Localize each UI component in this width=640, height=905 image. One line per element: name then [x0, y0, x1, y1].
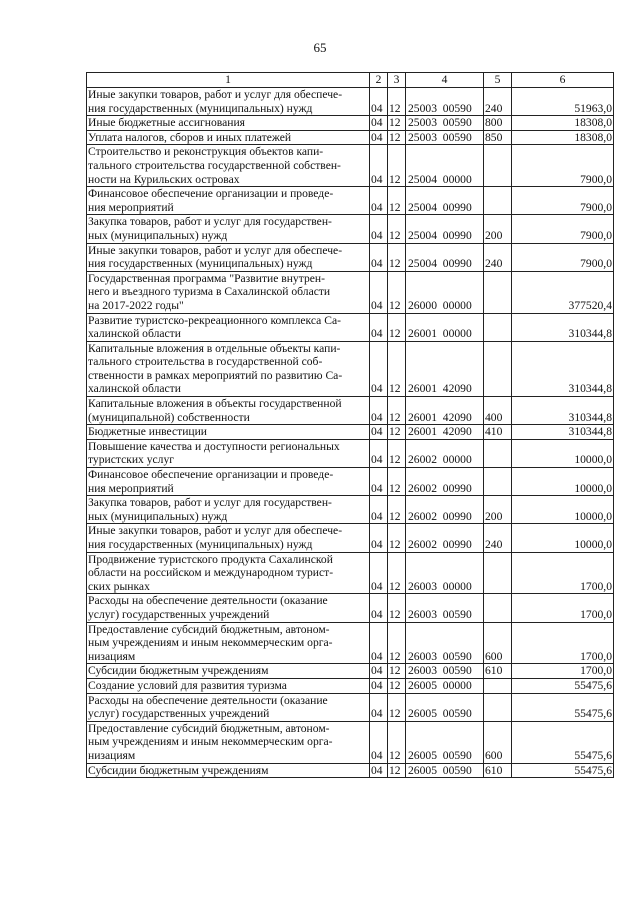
row-section-cell: 04	[370, 130, 388, 145]
row-expense-type-cell	[484, 594, 512, 622]
row-target-code-cell: 26003 00000	[406, 552, 484, 594]
row-amount-cell: 310344,8	[512, 341, 614, 396]
row-amount-cell: 18308,0	[512, 116, 614, 131]
row-expense-type-cell	[484, 468, 512, 496]
row-subsection-cell: 12	[388, 145, 406, 187]
row-name-cell: Субсидии бюджетным учреждениям	[87, 763, 370, 778]
row-subsection-cell: 12	[388, 187, 406, 215]
row-subsection-cell: 12	[388, 313, 406, 341]
table-row	[87, 552, 614, 594]
row-expense-type-cell: 850	[484, 130, 512, 145]
table-row	[87, 763, 614, 778]
table-row	[87, 496, 614, 524]
row-section-cell: 04	[370, 341, 388, 396]
row-expense-type-cell	[484, 341, 512, 396]
row-amount-cell: 377520,4	[512, 271, 614, 313]
row-amount-cell: 7900,0	[512, 145, 614, 187]
row-target-code-cell: 26005 00000	[406, 678, 484, 693]
table-row	[87, 664, 614, 679]
row-name-cell: Продвижение туристского продукта Сахалинской области на российском и международном турист- ских рынках	[87, 552, 370, 594]
row-target-code-cell: 26005 00590	[406, 763, 484, 778]
header-cell-6: 6	[512, 73, 614, 88]
table-row	[87, 243, 614, 271]
row-amount-cell: 1700,0	[512, 664, 614, 679]
row-expense-type-cell: 610	[484, 763, 512, 778]
row-amount-cell: 310344,8	[512, 313, 614, 341]
row-name-cell: Иные закупки товаров, работ и услуг для обеспече- ния государственных (муниципальных) нужд	[87, 243, 370, 271]
row-section-cell: 04	[370, 664, 388, 679]
row-name-cell: Расходы на обеспечение деятельности (оказание услуг) государственных учреждений	[87, 594, 370, 622]
row-target-code-cell: 26003 00590	[406, 664, 484, 679]
row-name-cell: Финансовое обеспечение организации и проведе- ния мероприятий	[87, 187, 370, 215]
row-subsection-cell: 12	[388, 341, 406, 396]
row-name-cell: Повышение качества и доступности региональных туристских услуг	[87, 439, 370, 467]
row-name-cell: Уплата налогов, сборов и иных платежей	[87, 130, 370, 145]
row-subsection-cell: 12	[388, 496, 406, 524]
row-target-code-cell: 26005 00590	[406, 721, 484, 763]
row-expense-type-cell	[484, 271, 512, 313]
row-name-cell: Закупка товаров, работ и услуг для государствен- ных (муниципальных) нужд	[87, 496, 370, 524]
row-subsection-cell: 12	[388, 88, 406, 116]
row-expense-type-cell: 240	[484, 243, 512, 271]
row-expense-type-cell	[484, 187, 512, 215]
page-number: 65	[313, 40, 327, 55]
row-target-code-cell: 26002 00990	[406, 468, 484, 496]
row-amount-cell: 51963,0	[512, 88, 614, 116]
row-expense-type-cell: 410	[484, 425, 512, 440]
row-target-code-cell: 25004 00990	[406, 187, 484, 215]
header-cell-1: 1	[87, 73, 370, 88]
row-name-cell: Создание условий для развития туризма	[87, 678, 370, 693]
row-subsection-cell: 12	[388, 397, 406, 425]
row-name-cell: Капитальные вложения в объекты государственной (муниципальной) собственности	[87, 397, 370, 425]
row-expense-type-cell: 600	[484, 622, 512, 664]
row-name-cell: Бюджетные инвестиции	[87, 425, 370, 440]
row-section-cell: 04	[370, 313, 388, 341]
row-section-cell: 04	[370, 439, 388, 467]
row-subsection-cell: 12	[388, 215, 406, 243]
row-target-code-cell: 26002 00990	[406, 524, 484, 552]
row-target-code-cell: 26001 42090	[406, 341, 484, 396]
row-target-code-cell: 25003 00590	[406, 130, 484, 145]
row-amount-cell: 10000,0	[512, 524, 614, 552]
row-amount-cell: 1700,0	[512, 552, 614, 594]
row-section-cell: 04	[370, 271, 388, 313]
row-expense-type-cell: 600	[484, 721, 512, 763]
table-row	[87, 622, 614, 664]
row-expense-type-cell: 800	[484, 116, 512, 131]
row-target-code-cell: 26003 00590	[406, 622, 484, 664]
row-amount-cell: 1700,0	[512, 594, 614, 622]
row-subsection-cell: 12	[388, 664, 406, 679]
row-amount-cell: 310344,8	[512, 425, 614, 440]
header-cell-2: 2	[370, 73, 388, 88]
row-expense-type-cell: 610	[484, 664, 512, 679]
table-row	[87, 594, 614, 622]
table-row	[87, 425, 614, 440]
row-section-cell: 04	[370, 468, 388, 496]
row-target-code-cell: 25004 00990	[406, 243, 484, 271]
row-section-cell: 04	[370, 763, 388, 778]
row-subsection-cell: 12	[388, 594, 406, 622]
row-target-code-cell: 26001 00000	[406, 313, 484, 341]
table-row	[87, 721, 614, 763]
row-section-cell: 04	[370, 678, 388, 693]
row-name-cell: Предоставление субсидий бюджетным, автоном- ным учреждениям и иным некоммерческим орга- низациям	[87, 622, 370, 664]
table-row	[87, 439, 614, 467]
row-name-cell: Иные закупки товаров, работ и услуг для обеспече- ния государственных (муниципальных) нужд	[87, 88, 370, 116]
row-expense-type-cell: 240	[484, 88, 512, 116]
row-amount-cell: 18308,0	[512, 130, 614, 145]
row-expense-type-cell	[484, 439, 512, 467]
row-amount-cell: 10000,0	[512, 496, 614, 524]
row-subsection-cell: 12	[388, 678, 406, 693]
row-section-cell: 04	[370, 594, 388, 622]
table-row	[87, 116, 614, 131]
table-row	[87, 88, 614, 116]
row-section-cell: 04	[370, 552, 388, 594]
table-row	[87, 468, 614, 496]
row-name-cell: Иные бюджетные ассигнования	[87, 116, 370, 131]
row-name-cell: Иные закупки товаров, работ и услуг для обеспече- ния государственных (муниципальных) нужд	[87, 524, 370, 552]
row-name-cell: Расходы на обеспечение деятельности (оказание услуг) государственных учреждений	[87, 693, 370, 721]
row-expense-type-cell	[484, 678, 512, 693]
row-section-cell: 04	[370, 88, 388, 116]
row-amount-cell: 7900,0	[512, 243, 614, 271]
row-target-code-cell: 26002 00990	[406, 496, 484, 524]
table-row	[87, 130, 614, 145]
row-amount-cell: 55475,6	[512, 693, 614, 721]
table-row	[87, 271, 614, 313]
row-expense-type-cell	[484, 552, 512, 594]
row-amount-cell: 1700,0	[512, 622, 614, 664]
row-section-cell: 04	[370, 524, 388, 552]
table-row	[87, 187, 614, 215]
row-target-code-cell: 26001 42090	[406, 425, 484, 440]
row-amount-cell: 55475,6	[512, 678, 614, 693]
row-expense-type-cell: 200	[484, 496, 512, 524]
row-subsection-cell: 12	[388, 721, 406, 763]
row-subsection-cell: 12	[388, 130, 406, 145]
row-expense-type-cell: 240	[484, 524, 512, 552]
row-amount-cell: 7900,0	[512, 187, 614, 215]
table-row	[87, 693, 614, 721]
header-cell-4: 4	[406, 73, 484, 88]
row-target-code-cell: 25003 00590	[406, 116, 484, 131]
row-section-cell: 04	[370, 397, 388, 425]
table-row	[87, 524, 614, 552]
row-section-cell: 04	[370, 721, 388, 763]
row-name-cell: Предоставление субсидий бюджетным, автоном- ным учреждениям и иным некоммерческим орга- низациям	[87, 721, 370, 763]
row-name-cell: Финансовое обеспечение организации и проведе- ния мероприятий	[87, 468, 370, 496]
row-subsection-cell: 12	[388, 524, 406, 552]
row-name-cell: Строительство и реконструкция объектов капи- тального строительства государственной собствен- ности на Курильских островах	[87, 145, 370, 187]
row-expense-type-cell	[484, 145, 512, 187]
row-amount-cell: 55475,6	[512, 763, 614, 778]
row-name-cell: Закупка товаров, работ и услуг для государствен- ных (муниципальных) нужд	[87, 215, 370, 243]
table-row	[87, 313, 614, 341]
table-row	[87, 341, 614, 396]
row-section-cell: 04	[370, 215, 388, 243]
budget-table	[86, 72, 614, 778]
row-amount-cell: 310344,8	[512, 397, 614, 425]
header-cell-3: 3	[388, 73, 406, 88]
row-expense-type-cell	[484, 693, 512, 721]
row-target-code-cell: 26005 00590	[406, 693, 484, 721]
row-name-cell: Развитие туристско-рекреационного комплекса Са- халинской области	[87, 313, 370, 341]
row-subsection-cell: 12	[388, 693, 406, 721]
row-target-code-cell: 26002 00000	[406, 439, 484, 467]
row-section-cell: 04	[370, 243, 388, 271]
row-subsection-cell: 12	[388, 425, 406, 440]
row-target-code-cell: 25003 00590	[406, 88, 484, 116]
row-section-cell: 04	[370, 425, 388, 440]
table-header-row	[87, 73, 614, 88]
row-subsection-cell: 12	[388, 622, 406, 664]
row-name-cell: Капитальные вложения в отдельные объекты капи- тального строительства в государственной соб- ственности в рамках мероприятий по развитию Са- халинской области	[87, 341, 370, 396]
row-section-cell: 04	[370, 145, 388, 187]
row-subsection-cell: 12	[388, 439, 406, 467]
row-target-code-cell: 26000 00000	[406, 271, 484, 313]
row-name-cell: Субсидии бюджетным учреждениям	[87, 664, 370, 679]
row-expense-type-cell: 200	[484, 215, 512, 243]
table-row	[87, 145, 614, 187]
row-expense-type-cell	[484, 313, 512, 341]
row-section-cell: 04	[370, 116, 388, 131]
row-target-code-cell: 26003 00590	[406, 594, 484, 622]
row-amount-cell: 55475,6	[512, 721, 614, 763]
row-amount-cell: 10000,0	[512, 439, 614, 467]
row-subsection-cell: 12	[388, 243, 406, 271]
row-expense-type-cell: 400	[484, 397, 512, 425]
row-name-cell: Государственная программа "Развитие внутрен- него и въездного туризма в Сахалинской области на 2017-2022 годы"	[87, 271, 370, 313]
row-target-code-cell: 25004 00990	[406, 215, 484, 243]
row-section-cell: 04	[370, 622, 388, 664]
row-subsection-cell: 12	[388, 552, 406, 594]
row-target-code-cell: 25004 00000	[406, 145, 484, 187]
header-cell-5: 5	[484, 73, 512, 88]
row-subsection-cell: 12	[388, 468, 406, 496]
row-subsection-cell: 12	[388, 763, 406, 778]
table-row	[87, 397, 614, 425]
row-subsection-cell: 12	[388, 271, 406, 313]
row-section-cell: 04	[370, 187, 388, 215]
row-section-cell: 04	[370, 693, 388, 721]
row-target-code-cell: 26001 42090	[406, 397, 484, 425]
row-subsection-cell: 12	[388, 116, 406, 131]
table-row	[87, 678, 614, 693]
row-amount-cell: 10000,0	[512, 468, 614, 496]
table-row	[87, 215, 614, 243]
row-section-cell: 04	[370, 496, 388, 524]
row-amount-cell: 7900,0	[512, 215, 614, 243]
